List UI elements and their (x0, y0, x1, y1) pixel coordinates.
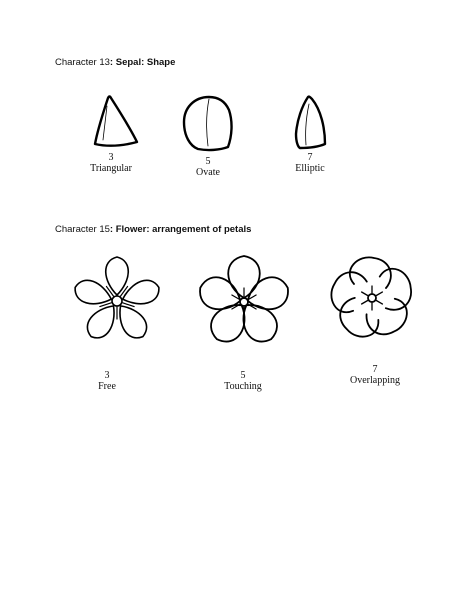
heading-prefix: Character 13 (55, 57, 110, 68)
flower-overlapping-name: Overlapping (350, 375, 400, 386)
heading-colon: : (109, 57, 116, 68)
character-13-heading (55, 57, 175, 68)
flower-touching-name: Touching (224, 381, 262, 392)
heading-title: Flower: arrangement of petals (115, 224, 252, 235)
sepal-triangular-label (71, 152, 151, 174)
flower-overlapping-label (335, 364, 415, 386)
sepal-elliptic-label (270, 152, 350, 174)
flower-free-name: Free (98, 381, 116, 392)
sepal-ovate-name: Ovate (196, 167, 220, 178)
flower-touching-code: 5 (240, 370, 246, 381)
heading-colon: : (109, 224, 116, 235)
sepal-ovate-drawing (176, 90, 240, 156)
flower-free-label (67, 370, 147, 392)
flower-touching-drawing (192, 252, 302, 362)
character-15-heading (55, 224, 251, 235)
sepal-elliptic-drawing (288, 92, 334, 152)
flower-overlapping-drawing (322, 250, 422, 350)
sepal-triangular-code: 3 (108, 152, 114, 163)
sepal-elliptic-code: 7 (307, 152, 313, 163)
sepal-triangular-drawing (90, 92, 146, 152)
flower-touching-label (203, 370, 283, 392)
flower-overlapping-code: 7 (372, 364, 378, 375)
flower-free-code: 3 (104, 370, 110, 381)
sepal-elliptic-name: Elliptic (295, 163, 325, 174)
heading-title: Sepal: Shape (115, 57, 176, 68)
sepal-ovate-code: 5 (205, 156, 211, 167)
sepal-ovate-label (168, 156, 248, 178)
heading-prefix: Character 15 (55, 224, 110, 235)
sepal-triangular-name: Triangular (90, 163, 132, 174)
flower-free-drawing (62, 252, 172, 362)
